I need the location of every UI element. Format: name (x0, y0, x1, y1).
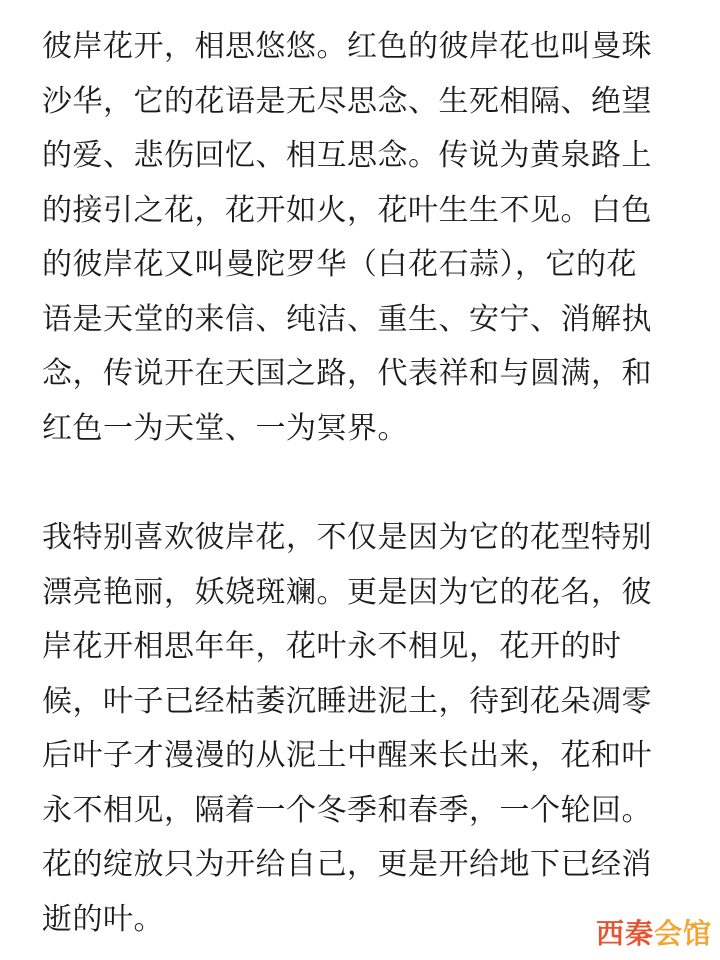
text-line: 候，叶子已经枯萎沉睡进泥土，待到花朵凋零 (42, 683, 652, 719)
text-line: 漂亮艳丽，妖娆斑斓。更是因为它的花名，彼 (42, 574, 652, 610)
text-line: 念，传说开在天国之路，代表祥和与圆满，和 (42, 356, 652, 391)
text-line: 花的绽放只为开给自己，更是开给地下已经消 (42, 847, 652, 882)
text-line: 我特别喜欢彼岸花，不仅是因为它的花型特别 (42, 520, 652, 555)
text-line: 语是天堂的来信、纯洁、重生、安宁、消解执 (42, 301, 652, 337)
paragraph-2 (42, 511, 682, 947)
text-line: 红色一为天堂、一为冥界。 (42, 410, 408, 446)
text-line: 的接引之花，花开如火，花叶生生不见。白色 (42, 192, 652, 228)
paragraph-1 (42, 20, 682, 456)
text-line: 永不相见，隔着一个冬季和春季，一个轮回。 (42, 792, 652, 828)
text-line: 后叶子才漫漫的从泥土中醒来长出来，花和叶 (42, 738, 652, 773)
text-line: 的爱、悲伤回忆、相互思念。传说为黄泉路上 (42, 138, 652, 173)
text-line: 岸花开相思年年，花叶永不相见，花开的时 (42, 629, 622, 664)
watermark-text-part2: 会馆 (653, 917, 712, 950)
watermark-logo (596, 912, 712, 952)
article-body (42, 20, 682, 947)
watermark-text-part1: 西秦 (595, 917, 654, 950)
text-line: 彼岸花开，相思悠悠。红色的彼岸花也叫曼珠 (42, 29, 652, 64)
text-line: 的彼岸花又叫曼陀罗华（白花石蒜），它的花 (42, 247, 637, 282)
text-line: 逝的叶。 (42, 901, 164, 937)
paragraph-spacer (42, 456, 682, 511)
text-line: 沙华，它的花语是无尽思念、生死相隔、绝望 (42, 83, 652, 119)
